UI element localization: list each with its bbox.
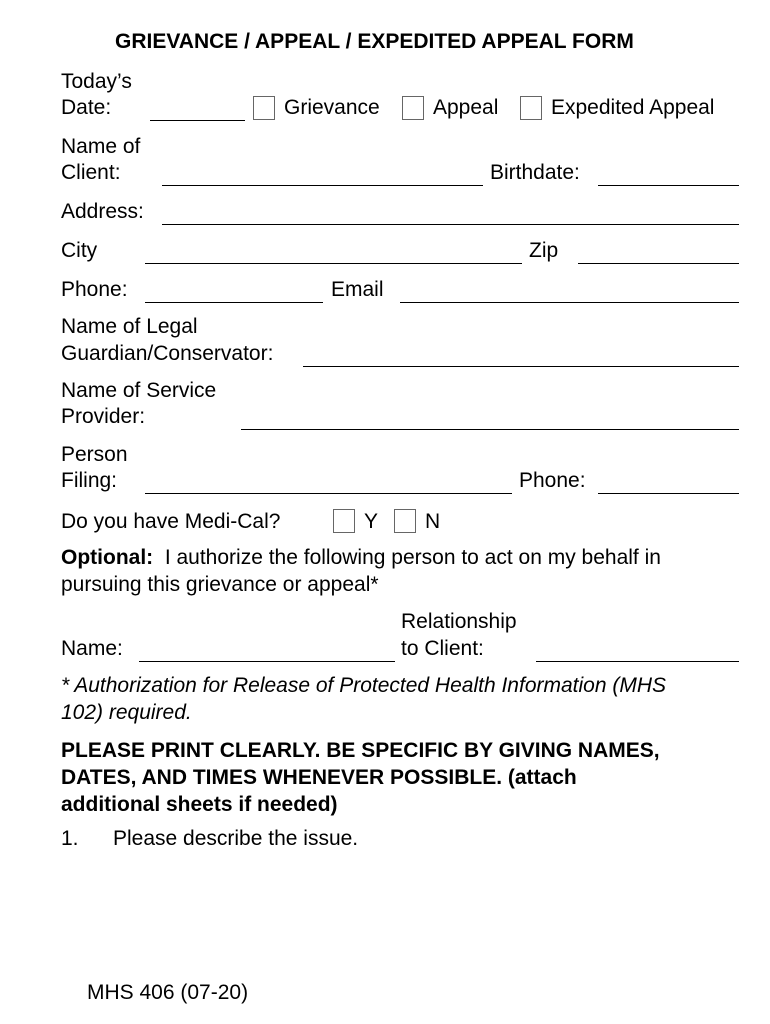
email-label: Email (331, 278, 384, 301)
city-label: City (61, 239, 98, 262)
date-label-line1: Today’s (61, 70, 132, 93)
provider-label-line1: Name of Service (61, 379, 217, 402)
address-label: Address: (61, 200, 144, 223)
authorized-name-label: Name: (61, 637, 123, 660)
date-field[interactable] (150, 120, 245, 121)
expedited-appeal-label: Expedited Appeal (551, 96, 715, 119)
footnote-line1: * Authorization for Release of Protected Health Information (MHS (61, 674, 667, 697)
medical-no-label: N (425, 510, 441, 533)
relationship-field[interactable] (536, 661, 739, 662)
phone-field[interactable] (145, 302, 323, 303)
filer-phone-field[interactable] (598, 493, 739, 494)
instructions-line1: PLEASE PRINT CLEARLY. BE SPECIFIC BY GIVING NAMES, (61, 739, 660, 762)
zip-field[interactable] (578, 263, 739, 264)
appeal-checkbox[interactable] (402, 96, 424, 120)
zip-label: Zip (529, 239, 559, 262)
optional-text-line2: pursuing this grievance or appeal* (61, 573, 379, 596)
optional-paragraph (61, 545, 661, 571)
filer-label-line1: Person (61, 443, 128, 466)
question1-text: Please describe the issue. (113, 827, 359, 850)
optional-lead: Optional: (61, 546, 154, 569)
relationship-label-line1: Relationship (401, 610, 517, 633)
grievance-checkbox[interactable] (253, 96, 275, 120)
client-label-line2: Client: (61, 161, 121, 184)
medical-yes-checkbox[interactable] (333, 509, 355, 533)
address-field[interactable] (162, 224, 739, 225)
instructions-line3: additional sheets if needed) (61, 793, 338, 816)
instructions-line2: DATES, AND TIMES WHENEVER POSSIBLE. (attach (61, 766, 577, 789)
expedited-appeal-checkbox[interactable] (520, 96, 542, 120)
optional-text-line1: I authorize the following person to act on my behalf in (153, 546, 661, 569)
provider-label-line2: Provider: (61, 405, 146, 428)
email-field[interactable] (400, 302, 739, 303)
guardian-label-line2: Guardian/Conservator: (61, 342, 274, 365)
grievance-label: Grievance (284, 96, 380, 119)
medical-no-checkbox[interactable] (394, 509, 416, 533)
filer-phone-label: Phone: (519, 469, 586, 492)
filer-name-field[interactable] (145, 493, 512, 494)
medical-question: Do you have Medi-Cal? (61, 510, 281, 533)
client-label-line1: Name of (61, 135, 141, 158)
appeal-label: Appeal (433, 96, 499, 119)
relationship-label-line2: to Client: (401, 637, 484, 660)
question1-number: 1. (61, 827, 79, 850)
footnote-line2: 102) required. (61, 701, 192, 724)
medical-yes-label: Y (364, 510, 379, 533)
form-code: MHS 406 (07-20) (87, 981, 249, 1004)
birthdate-field[interactable] (598, 185, 739, 186)
phone-label: Phone: (61, 278, 128, 301)
guardian-field[interactable] (303, 366, 739, 367)
birthdate-label: Birthdate: (490, 161, 580, 184)
guardian-label-line1: Name of Legal (61, 315, 198, 338)
client-name-field[interactable] (162, 185, 483, 186)
provider-field[interactable] (241, 429, 739, 430)
city-field[interactable] (145, 263, 522, 264)
filer-label-line2: Filing: (61, 469, 118, 492)
authorized-name-field[interactable] (139, 661, 395, 662)
form-title: GRIEVANCE / APPEAL / EXPEDITED APPEAL FORM (115, 30, 634, 53)
date-label-line2: Date: (61, 96, 112, 119)
